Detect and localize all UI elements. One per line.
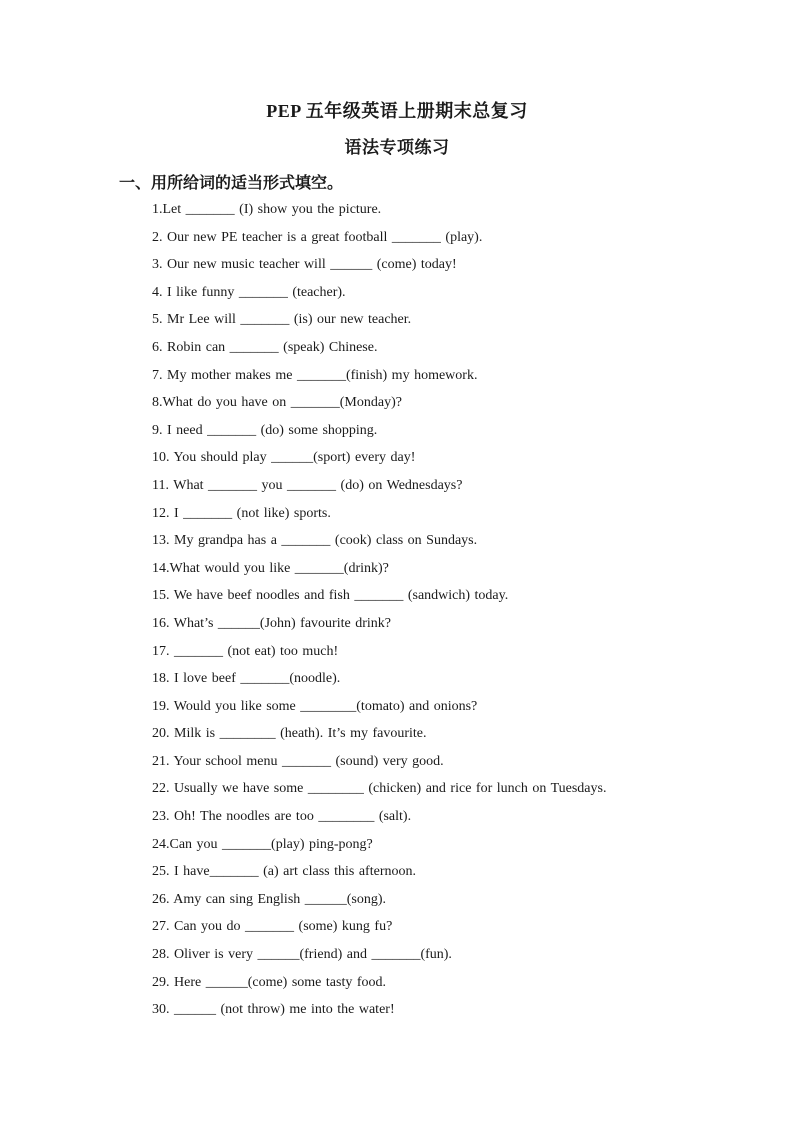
question-item: 24.Can you _______(play) ping-pong? [152,836,373,852]
question-item: 22. Usually we have some ________ (chicken) and rice for lunch on Tuesdays. [152,781,607,797]
question-item: 13. My grandpa has a _______ (cook) class on Sundays. [152,533,478,549]
question-item: 1.Let _______ (I) show you the picture. [152,202,382,217]
question-item: 6. Robin can _______ (speak) Chinese. [152,339,378,355]
question-item: 17. _______ (not eat) too much! [152,643,339,659]
question-item: 27. Can you do _______ (some) kung fu? [152,919,393,935]
question-item: 23. Oh! The noodles are too ________ (salt). [152,809,412,825]
question-item: 2. Our new PE teacher is a great football _______ (play). [152,229,483,245]
question-item: 25. I have_______ (a) art class this afternoon. [152,864,416,880]
question-item: 14.What would you like _______(drink)? [152,560,389,576]
question-item: 5. Mr Lee will _______ (is) our new teacher. [152,312,412,328]
question-item: 9. I need _______ (do) some shopping. [152,422,378,438]
question-item: 26. Amy can sing English ______(song). [152,891,387,907]
question-item: 18. I love beef _______(noodle). [152,671,341,687]
question-item: 29. Here ______(come) some tasty food. [152,974,386,990]
question-item: 11. What _______ you _______ (do) on Wednesdays? [152,477,463,493]
question-item: 15. We have beef noodles and fish _______ (sandwich) today. [152,588,509,604]
question-item: 20. Milk is ________ (heath). It’s my favourite. [152,726,427,742]
question-item: 16. What’s ______(John) favourite drink? [152,615,391,631]
question-item: 8.What do you have on _______(Monday)? [152,395,402,411]
question-item: 4. I like funny _______ (teacher). [152,284,346,300]
question-item: 3. Our new music teacher will ______ (come) today! [152,257,457,273]
question-item: 10. You should play ______(sport) every day! [152,450,416,466]
page-title: PEP 五年级英语上册期末总复习 [266,101,528,121]
question-item: 28. Oliver is very ______(friend) and _______(fun). [152,947,452,963]
question-item: 21. Your school menu _______ (sound) very good. [152,753,444,769]
question-item: 19. Would you like some ________(tomato) and onions? [152,698,478,714]
question-item: 30. ______ (not throw) me into the water! [152,1002,395,1018]
question-list [152,200,606,1028]
question-item: 7. My mother makes me _______(finish) my homework. [152,367,478,383]
page-subtitle: 语法专项练习 [344,138,450,157]
section-heading: 一、用所给词的适当形式填空。 [119,175,344,192]
question-item: 12. I _______ (not like) sports. [152,505,331,521]
